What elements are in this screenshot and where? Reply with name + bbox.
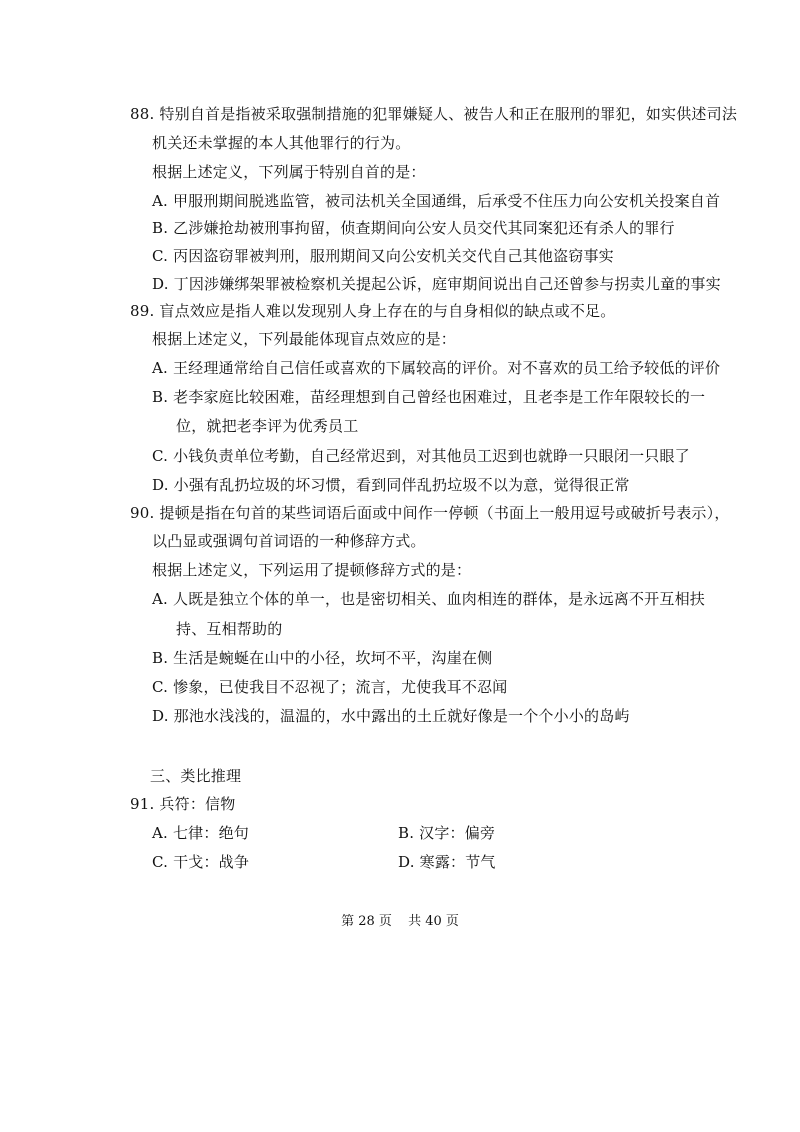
q90-option-a-line1: A. 人既是独立个体的单一，也是密切相关、血肉相连的群体，是永远离不开互相扶 [152, 590, 705, 608]
q88-prompt: 根据上述定义，下列属于特别自首的是： [152, 163, 426, 181]
q89-option-c: C. 小钱负责单位考勤，自己经常迟到，对其他员工迟到也就睁一只眼闭一只眼了 [152, 447, 690, 465]
section-title-analogy: 三、类比推理 [150, 767, 242, 785]
q91-option-d: D. 寒露：节气 [398, 853, 496, 871]
q90-stem-line2: 以凸显或强调句首词语的一种修辞方式。 [152, 532, 426, 550]
q89-option-b-line1: B. 老李家庭比较困难，苗经理想到自己曾经也困难过，且老李是工作年限较长的一 [152, 388, 706, 406]
q88-option-c: C. 丙因盗窃罪被判刑，服刑期间又向公安机关交代自己其他盗窃事实 [152, 247, 614, 265]
q90-prompt: 根据上述定义，下列运用了提顿修辞方式的是： [152, 561, 472, 579]
q88-stem-line2: 机关还未掌握的本人其他罪行的行为。 [152, 134, 411, 152]
q88-option-d: D. 丁因涉嫌绑架罪被检察机关提起公诉，庭审期间说出自己还曾参与拐卖儿童的事实 [152, 275, 721, 293]
q90-option-b: B. 生活是蜿蜒在山中的小径，坎坷不平，沟崖在侧 [152, 649, 493, 667]
q89-stem: 89. 盲点效应是指人难以发现别人身上存在的与自身相似的缺点或不足。 [130, 302, 616, 320]
page-number: 第 28 页 [341, 914, 392, 929]
q90-option-c: C. 惨象，已使我目不忍视了；流言，尤使我耳不忍闻 [152, 678, 508, 696]
q89-option-b-line2: 位，就把老李评为优秀员工 [176, 417, 359, 435]
q88-option-b: B. 乙涉嫌抢劫被刑事拘留，侦查期间向公安人员交代其同案犯还有杀人的罪行 [152, 219, 675, 237]
page-total: 共 40 页 [408, 914, 459, 929]
q89-option-a: A. 王经理通常给自己信任或喜欢的下属较高的评价。对不喜欢的员工给予较低的评价 [152, 359, 721, 377]
q89-prompt: 根据上述定义，下列最能体现盲点效应的是： [152, 330, 457, 348]
q89-option-d: D. 小强有乱扔垃圾的坏习惯，看到同伴乱扔垃圾不以为意，觉得很正常 [152, 476, 630, 494]
q90-option-d: D. 那池水浅浅的，温温的，水中露出的土丘就好像是一个个小小的岛屿 [152, 707, 630, 725]
q88-option-a: A. 甲服刑期间脱逃监管，被司法机关全国通缉，后承受不住压力向公安机关投案自首 [152, 192, 721, 210]
q88-stem-line1: 88. 特别自首是指被采取强制措施的犯罪嫌疑人、被告人和正在服刑的罪犯，如实供述司法 [130, 105, 738, 123]
q91-stem: 91. 兵符：信物 [130, 795, 236, 813]
q90-stem-line1: 90. 提顿是指在句首的某些词语后面或中间作一停顿（书面上一般用逗号或破折号表示）， [130, 504, 730, 522]
page-footer [0, 912, 800, 932]
q90-option-a-line2: 持、互相帮助的 [176, 620, 283, 638]
q91-option-b: B. 汉字：偏旁 [398, 824, 496, 842]
q91-option-c: C. 干戈：战争 [152, 853, 250, 871]
q91-option-a: A. 七律：绝句 [152, 824, 249, 842]
